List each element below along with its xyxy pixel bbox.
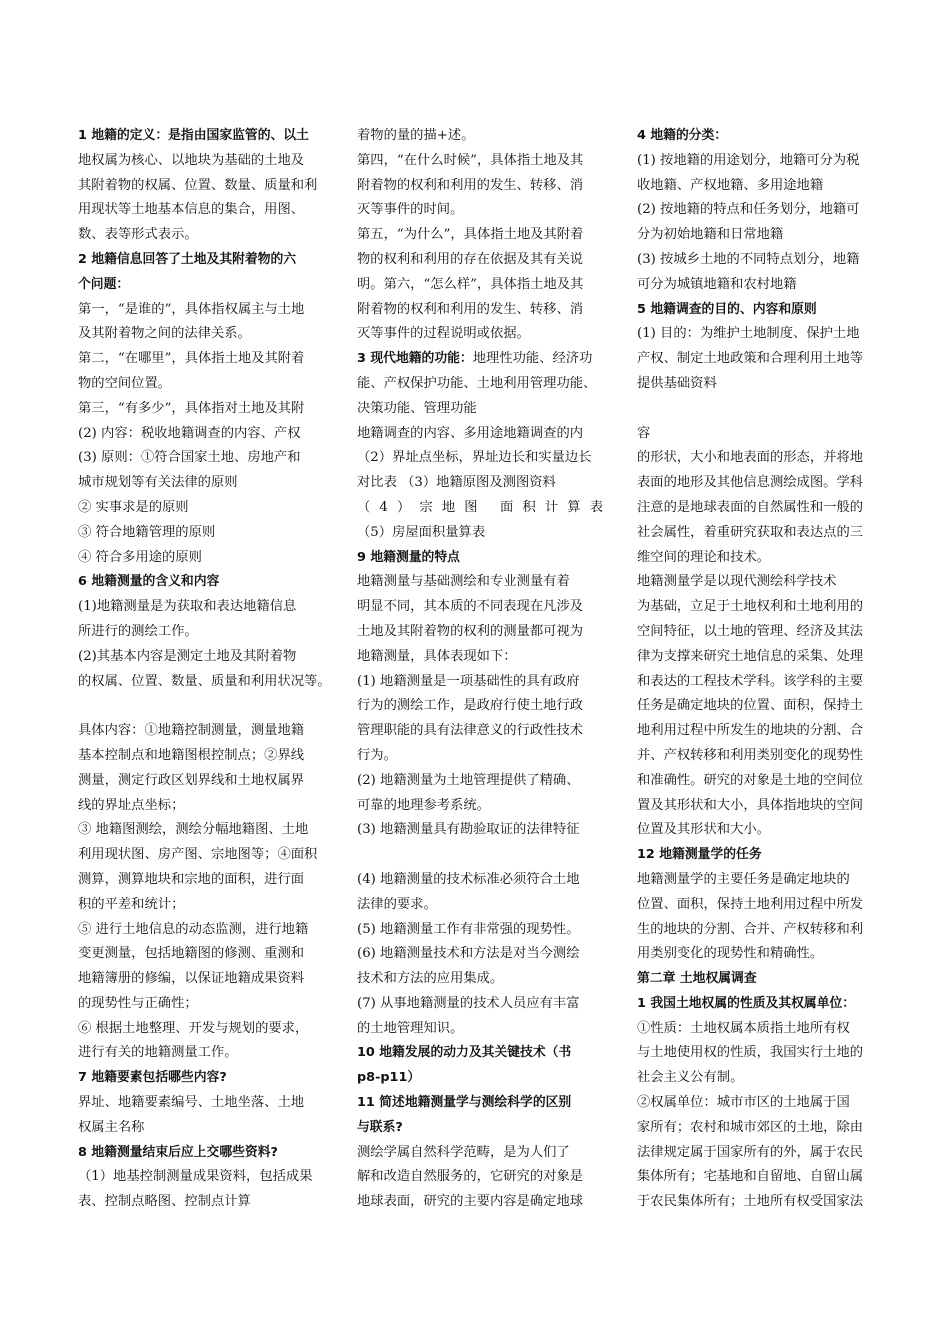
section-heading [357, 546, 603, 571]
line-text: 城市规划等有关法律的原则 [78, 475, 238, 491]
text-line [357, 694, 603, 719]
line-text: 进行有关的地籍测量工作。 [78, 1045, 238, 1061]
line-text: 法律规定属于国家所有的外，属于农民 [637, 1144, 864, 1160]
text-line [357, 446, 603, 471]
line-text: 及其附着物之间的法律关系。 [78, 326, 251, 342]
line-text: (2) 内容：税收地籍调查的内容、产权 [78, 425, 301, 441]
text-line [637, 645, 883, 670]
section-heading [637, 992, 883, 1017]
line-text: 位置及其形状和大小。 [637, 822, 770, 838]
text-line [637, 149, 883, 174]
text-line [78, 471, 324, 496]
text-line [357, 719, 603, 744]
heading-text: 12 地籍测量学的任务 [637, 847, 762, 863]
text-line [357, 670, 603, 695]
line-text: 线的界址点坐标； [78, 797, 185, 813]
text-line [357, 1165, 603, 1190]
line-text: 生的地块的分割、合并、产权转移和利 [637, 921, 864, 937]
line-text: 地籍簿册的修编，以保证地籍成果资料 [78, 971, 305, 987]
line-text: 与土地使用权的性质，我国实行土地的 [637, 1045, 864, 1061]
text-line [357, 322, 603, 347]
line-text: 家所有；农村和城市郊区的土地，除由 [637, 1119, 864, 1135]
line-text: 地籍测量，具体表现如下： [357, 648, 517, 664]
line-text: 积的平差和统计； [78, 896, 185, 912]
line-text: 基本控制点和地籍图根控制点；②界线 [78, 747, 305, 763]
text-line [637, 570, 883, 595]
text-line [78, 397, 324, 422]
line-text: 的权属、位置、数量、质量和利用状况等。 [78, 673, 331, 689]
text-line [78, 347, 324, 372]
line-text: (4) 地籍测量的技术标准必须符合土地 [357, 871, 580, 887]
text-line [78, 174, 324, 199]
line-text: 和表达的工程技术学科。该学科的主要 [637, 673, 864, 689]
text-line [637, 372, 883, 397]
text-column-left [78, 124, 331, 1215]
text-line [78, 967, 324, 992]
text-line [357, 1190, 603, 1215]
line-text: 分为初始地籍和日常地籍 [637, 227, 784, 243]
line-text: 土地及其附着物的权利的测量都可视为 [357, 623, 584, 639]
line-text: 第五，“为什么”，具体指土地及其附着 [357, 227, 584, 243]
text-line [78, 719, 324, 744]
line-text: 表、控制点略图、控制点计算 [78, 1194, 251, 1210]
line-text: 技术和方法的应用集成。 [357, 971, 504, 987]
line-text: 测算，测算地块和宗地的面积，进行面 [78, 871, 305, 887]
text-column-middle [357, 124, 603, 1215]
heading-text: 6 地籍测量的含义和内容 [78, 574, 220, 590]
text-line [637, 223, 883, 248]
line-text: 具体内容：①地籍控制测量，测量地籍 [78, 723, 305, 739]
section-heading [78, 248, 324, 273]
line-text: 界址、地籍要素编号、土地坐落、土地 [78, 1095, 305, 1111]
text-line [637, 1041, 883, 1066]
heading-text: 个问题： [78, 276, 130, 292]
line-text: ③ 地籍图测绘，测绘分幅地籍图、土地 [78, 822, 309, 838]
text-line [637, 1165, 883, 1190]
text-line [357, 471, 603, 496]
line-text: 第二，“在哪里”，具体指土地及其附着 [78, 351, 305, 367]
text-line [357, 769, 603, 794]
line-text: 决策功能、管理功能 [357, 400, 477, 416]
text-line [357, 893, 603, 918]
line-text: 地理性功能、经济功 [472, 351, 593, 367]
text-line [357, 223, 603, 248]
text-line [78, 322, 324, 347]
text-line [78, 372, 324, 397]
text-line [637, 694, 883, 719]
line-text: 社会主义公有制。 [637, 1070, 744, 1086]
line-text: 地利用过程中所发生的地块的分割、合 [637, 723, 864, 739]
text-line [357, 298, 603, 323]
line-text: 提供基础资料 [637, 375, 717, 391]
text-line [78, 893, 324, 918]
line-text: 附着物的权利和利用的发生、转移、消 [357, 301, 584, 317]
line-text: （5）房屋面积量算表 [357, 524, 486, 540]
line-text: 任务是确定地块的位置、面积，保持土 [637, 698, 864, 714]
line-text: 维空间的理论和技术。 [637, 549, 770, 565]
line-text: (1)地籍测量是为获取和表达地籍信息 [78, 599, 297, 615]
text-line [637, 868, 883, 893]
line-text: 附着物的权利和利用的发生、转移、消 [357, 177, 584, 193]
text-line [78, 546, 324, 571]
text-line [78, 942, 324, 967]
line-text: 收地籍、产权地籍、多用途地籍 [637, 177, 824, 193]
line-text: 用现状等土地基本信息的集合，用图、 [78, 202, 305, 218]
line-text: 其附着物的权属、位置、数量、质量和利 [78, 177, 318, 193]
line-text: 用类别变化的现势性和精确性。 [637, 946, 824, 962]
line-text: 所进行的测绘工作。 [78, 623, 198, 639]
text-line [637, 273, 883, 298]
text-line [78, 595, 324, 620]
heading-text: 4 地籍的分类： [637, 128, 728, 143]
text-line [637, 347, 883, 372]
line-text: （2）界址点坐标，界址边长和实量边长 [357, 450, 592, 466]
blank-line [357, 843, 603, 868]
text-line [637, 1116, 883, 1141]
text-line [78, 1116, 324, 1141]
line-text: (3) 地籍测量具有勘验取证的法律特征 [357, 822, 580, 838]
text-line [637, 198, 883, 223]
text-line [357, 397, 603, 422]
line-text: (2) 按地籍的特点和任务划分，地籍可 [637, 202, 860, 218]
text-line [78, 223, 324, 248]
heading-text: 11 简述地籍测量学与测绘科学的区别 [357, 1095, 572, 1111]
line-text: (5) 地籍测量工作有非常强的现势性。 [357, 921, 580, 937]
section-heading [357, 347, 603, 372]
section-heading [357, 1091, 603, 1116]
text-line [78, 670, 331, 695]
text-line [78, 744, 324, 769]
text-line [357, 1017, 603, 1042]
line-text: 利用现状图、房产图、宗地图等；④面积 [78, 847, 318, 863]
heading-text: 10 地籍发展的动力及其关键技术（书 [357, 1045, 572, 1061]
text-line [78, 620, 324, 645]
line-text: (2)其基本内容是测定土地及其附着物 [78, 648, 297, 664]
line-text: 明。第六，“怎么样”，具体指土地及其 [357, 276, 584, 292]
section-heading [357, 1116, 603, 1141]
line-text: (1) 目的：为维护土地制度、保护土地 [637, 326, 860, 342]
text-line [78, 769, 324, 794]
line-text: 可靠的地理参考系统。 [357, 797, 490, 813]
text-line [78, 422, 324, 447]
text-line [78, 521, 324, 546]
text-line [637, 174, 883, 199]
text-line [78, 818, 324, 843]
line-text: 第三，“有多少”，具体指对土地及其附 [78, 400, 305, 416]
text-line [357, 595, 603, 620]
text-line [637, 521, 883, 546]
line-text: 地球表面，研究的主要内容是确定地球 [357, 1194, 584, 1210]
text-line [637, 471, 883, 496]
text-line [637, 1017, 883, 1042]
line-text: 变更测量，包括地籍图的修测、重测和 [78, 946, 305, 962]
text-line [78, 794, 324, 819]
line-text: 地籍测量学是以现代测绘科学技术 [637, 574, 837, 590]
text-line [78, 298, 324, 323]
line-text: 容 [637, 425, 651, 441]
line-text: (1) 按地籍的用途划分，地籍可分为税 [637, 152, 860, 168]
section-heading [78, 1066, 324, 1091]
text-line [78, 843, 324, 868]
line-text: (3) 按城乡土地的不同特点划分，地籍 [637, 251, 860, 267]
line-text: （1）地基控制测量成果资料，包括成果 [78, 1169, 313, 1185]
line-text: ⑤ 进行土地信息的动态监测，进行地籍 [78, 921, 309, 937]
line-text: (3) 原则：①符合国家土地、房地产和 [78, 450, 301, 466]
text-line [357, 372, 603, 397]
text-line [357, 124, 603, 149]
heading-text: 2 地籍信息回答了土地及其附着物的六 [78, 251, 297, 267]
text-line [357, 273, 603, 298]
line-text: 的形状，大小和地表面的形态，并将地 [637, 450, 864, 466]
line-text: ③ 符合地籍管理的原则 [78, 524, 216, 540]
line-text: 对比表 （3）地籍原图及测图资料 [357, 475, 556, 491]
text-line [78, 1165, 324, 1190]
line-text: 地籍测量学的主要任务是确定地块的 [637, 871, 850, 887]
text-line [78, 1017, 324, 1042]
text-line [357, 496, 603, 521]
heading-text: 8 地籍测量结束后应上交哪些资料? [78, 1144, 278, 1160]
line-text: ④ 符合多用途的原则 [78, 549, 202, 565]
text-line [78, 149, 324, 174]
text-line [637, 446, 883, 471]
line-text: 能、产权保护功能、土地利用管理功能、 [357, 375, 597, 391]
text-line [78, 1091, 324, 1116]
section-heading [357, 1041, 603, 1066]
text-line [78, 1041, 324, 1066]
text-line [78, 446, 324, 471]
line-text: ②权属单位：城市市区的土地属于国 [637, 1095, 850, 1111]
text-line [357, 992, 603, 1017]
line-text: (2) 地籍测量为土地管理提供了精确、 [357, 772, 580, 788]
text-line [637, 893, 883, 918]
heading-text: 9 地籍测量的特点 [357, 549, 460, 565]
text-line [637, 918, 883, 943]
section-heading [637, 124, 883, 149]
text-line [637, 1091, 883, 1116]
text-line [637, 1141, 883, 1166]
line-text: 可分为城镇地籍和农村地籍 [637, 276, 797, 292]
text-line [637, 322, 883, 347]
line-text: 行为。 [357, 747, 397, 763]
text-line [78, 496, 324, 521]
heading-text: 1 地籍的定义：是指由国家监管的、以土 [78, 128, 309, 143]
line-text: 行为的测绘工作，是政府行使土地行政 [357, 698, 584, 714]
line-text: (7) 从事地籍测量的技术人员应有丰富 [357, 995, 580, 1011]
text-line [357, 918, 603, 943]
section-heading [637, 843, 883, 868]
section-heading [78, 124, 324, 149]
line-text: 物的空间位置。 [78, 375, 172, 391]
line-text: 着物的量的描+述。 [357, 128, 475, 143]
text-line [357, 744, 603, 769]
text-line [357, 868, 603, 893]
line-text: 地权属为核心、以地块为基础的土地及 [78, 152, 305, 168]
line-text: 灭等事件的过程说明或依据。 [357, 326, 530, 342]
line-text: 律为支撑来研究土地信息的采集、处理 [637, 648, 864, 664]
line-text: 空间特征，以土地的管理、经济及其法 [637, 623, 864, 639]
heading-text: 1 我国土地权属的性质及其权属单位： [637, 995, 856, 1011]
text-line [78, 868, 324, 893]
section-heading [78, 570, 324, 595]
text-line [78, 1190, 324, 1215]
line-text: ①性质：土地权属本质指土地所有权 [637, 1020, 850, 1036]
line-text: 产权、制定土地政策和合理利用土地等 [637, 351, 864, 367]
blank-line [637, 397, 883, 422]
text-line [78, 198, 324, 223]
line-text: （4）宗地图 面积计算表 [357, 499, 603, 515]
text-line [78, 645, 324, 670]
line-text: 地籍测量与基础测绘和专业测量有着 [357, 574, 570, 590]
line-text: 和准确性。研究的对象是土地的空间位 [637, 772, 864, 788]
text-line [637, 248, 883, 273]
heading-text: p8-p11） [357, 1070, 421, 1086]
text-line [637, 546, 883, 571]
text-line [357, 149, 603, 174]
text-line [637, 769, 883, 794]
section-heading [637, 967, 883, 992]
text-line [637, 744, 883, 769]
text-line [357, 620, 603, 645]
section-heading [357, 1066, 603, 1091]
line-text: 数、表等形式表示。 [78, 227, 198, 243]
line-text: 为基础，立足于土地权利和土地利用的 [637, 599, 864, 615]
line-text: (1) 地籍测量是一项基础性的具有政府 [357, 673, 580, 689]
text-line [637, 1066, 883, 1091]
text-line [637, 595, 883, 620]
heading-text: 与联系? [357, 1119, 403, 1135]
text-line [357, 174, 603, 199]
text-line [357, 570, 603, 595]
text-line [637, 942, 883, 967]
text-line [357, 521, 603, 546]
line-text: 明显不同，其本质的不同表现在凡涉及 [357, 599, 584, 615]
line-text: 的土地管理知识。 [357, 1020, 464, 1036]
section-heading [637, 298, 883, 323]
line-text: (6) 地籍测量技术和方法是对当今测绘 [357, 946, 580, 962]
line-text: 地籍调查的内容、多用途地籍调查的内 [357, 425, 584, 441]
line-text: 法律的要求。 [357, 896, 437, 912]
heading-text: 5 地籍调查的目的、内容和原则 [637, 301, 817, 317]
section-heading [78, 1141, 324, 1166]
line-text: 社会属性，着重研究获取和表达点的三 [637, 524, 864, 540]
text-line [637, 719, 883, 744]
text-line [357, 645, 603, 670]
text-line [637, 496, 883, 521]
text-line [637, 670, 883, 695]
text-line [637, 422, 883, 447]
text-line [637, 794, 883, 819]
text-column-right [637, 124, 883, 1215]
line-text: ② 实事求是的原则 [78, 499, 189, 515]
text-line [637, 620, 883, 645]
line-text: 解和改造自然服务的，它研究的对象是 [357, 1169, 584, 1185]
text-line [357, 794, 603, 819]
text-line [357, 422, 603, 447]
line-text: 第四，“在什么时候”，具体指土地及其 [357, 152, 584, 168]
line-text: 置及其形状和大小，具体指地块的空间 [637, 797, 864, 813]
section-heading [78, 273, 324, 298]
line-text: ⑥ 根据土地整理、开发与规划的要求， [78, 1020, 309, 1036]
text-line [357, 942, 603, 967]
line-text: 并、产权转移和利用类别变化的现势性 [637, 747, 864, 763]
line-text: 测量，测定行政区划界线和土地权属界 [78, 772, 305, 788]
heading-text: 7 地籍要素包括哪些内容? [78, 1070, 227, 1086]
heading-text: 3 现代地籍的功能： [357, 351, 473, 367]
line-text: 的现势性与正确性； [78, 995, 198, 1011]
text-line [357, 818, 603, 843]
heading-text: 第二章 土地权属调查 [637, 971, 757, 987]
text-line [357, 1141, 603, 1166]
text-line [357, 248, 603, 273]
text-line [78, 918, 324, 943]
line-text: 第一，“是谁的”，具体指权属主与土地 [78, 301, 305, 317]
line-text: 于农民集体所有；土地所有权受国家法 [637, 1194, 864, 1210]
line-text: 物的权利和利用的存在依据及其有关说 [357, 251, 584, 267]
text-line [637, 1190, 883, 1215]
line-text: 灭等事件的时间。 [357, 202, 464, 218]
text-line [78, 992, 324, 1017]
text-line [637, 818, 883, 843]
blank-line [78, 694, 324, 719]
line-text: 权属主名称 [78, 1119, 145, 1135]
line-text: 集体所有；宅基地和自留地、自留山属 [637, 1169, 864, 1185]
text-line [357, 967, 603, 992]
line-text: 测绘学属自然科学范畴，是为人们了 [357, 1144, 570, 1160]
text-line [357, 198, 603, 223]
line-text: 表面的地形及其他信息测绘成图。学科 [637, 475, 864, 491]
line-text: 位置、面积，保持土地利用过程中所发 [637, 896, 864, 912]
line-text: 管理职能的具有法律意义的行政性技术 [357, 723, 584, 739]
line-text: 注意的是地球表面的自然属性和一般的 [637, 499, 864, 515]
